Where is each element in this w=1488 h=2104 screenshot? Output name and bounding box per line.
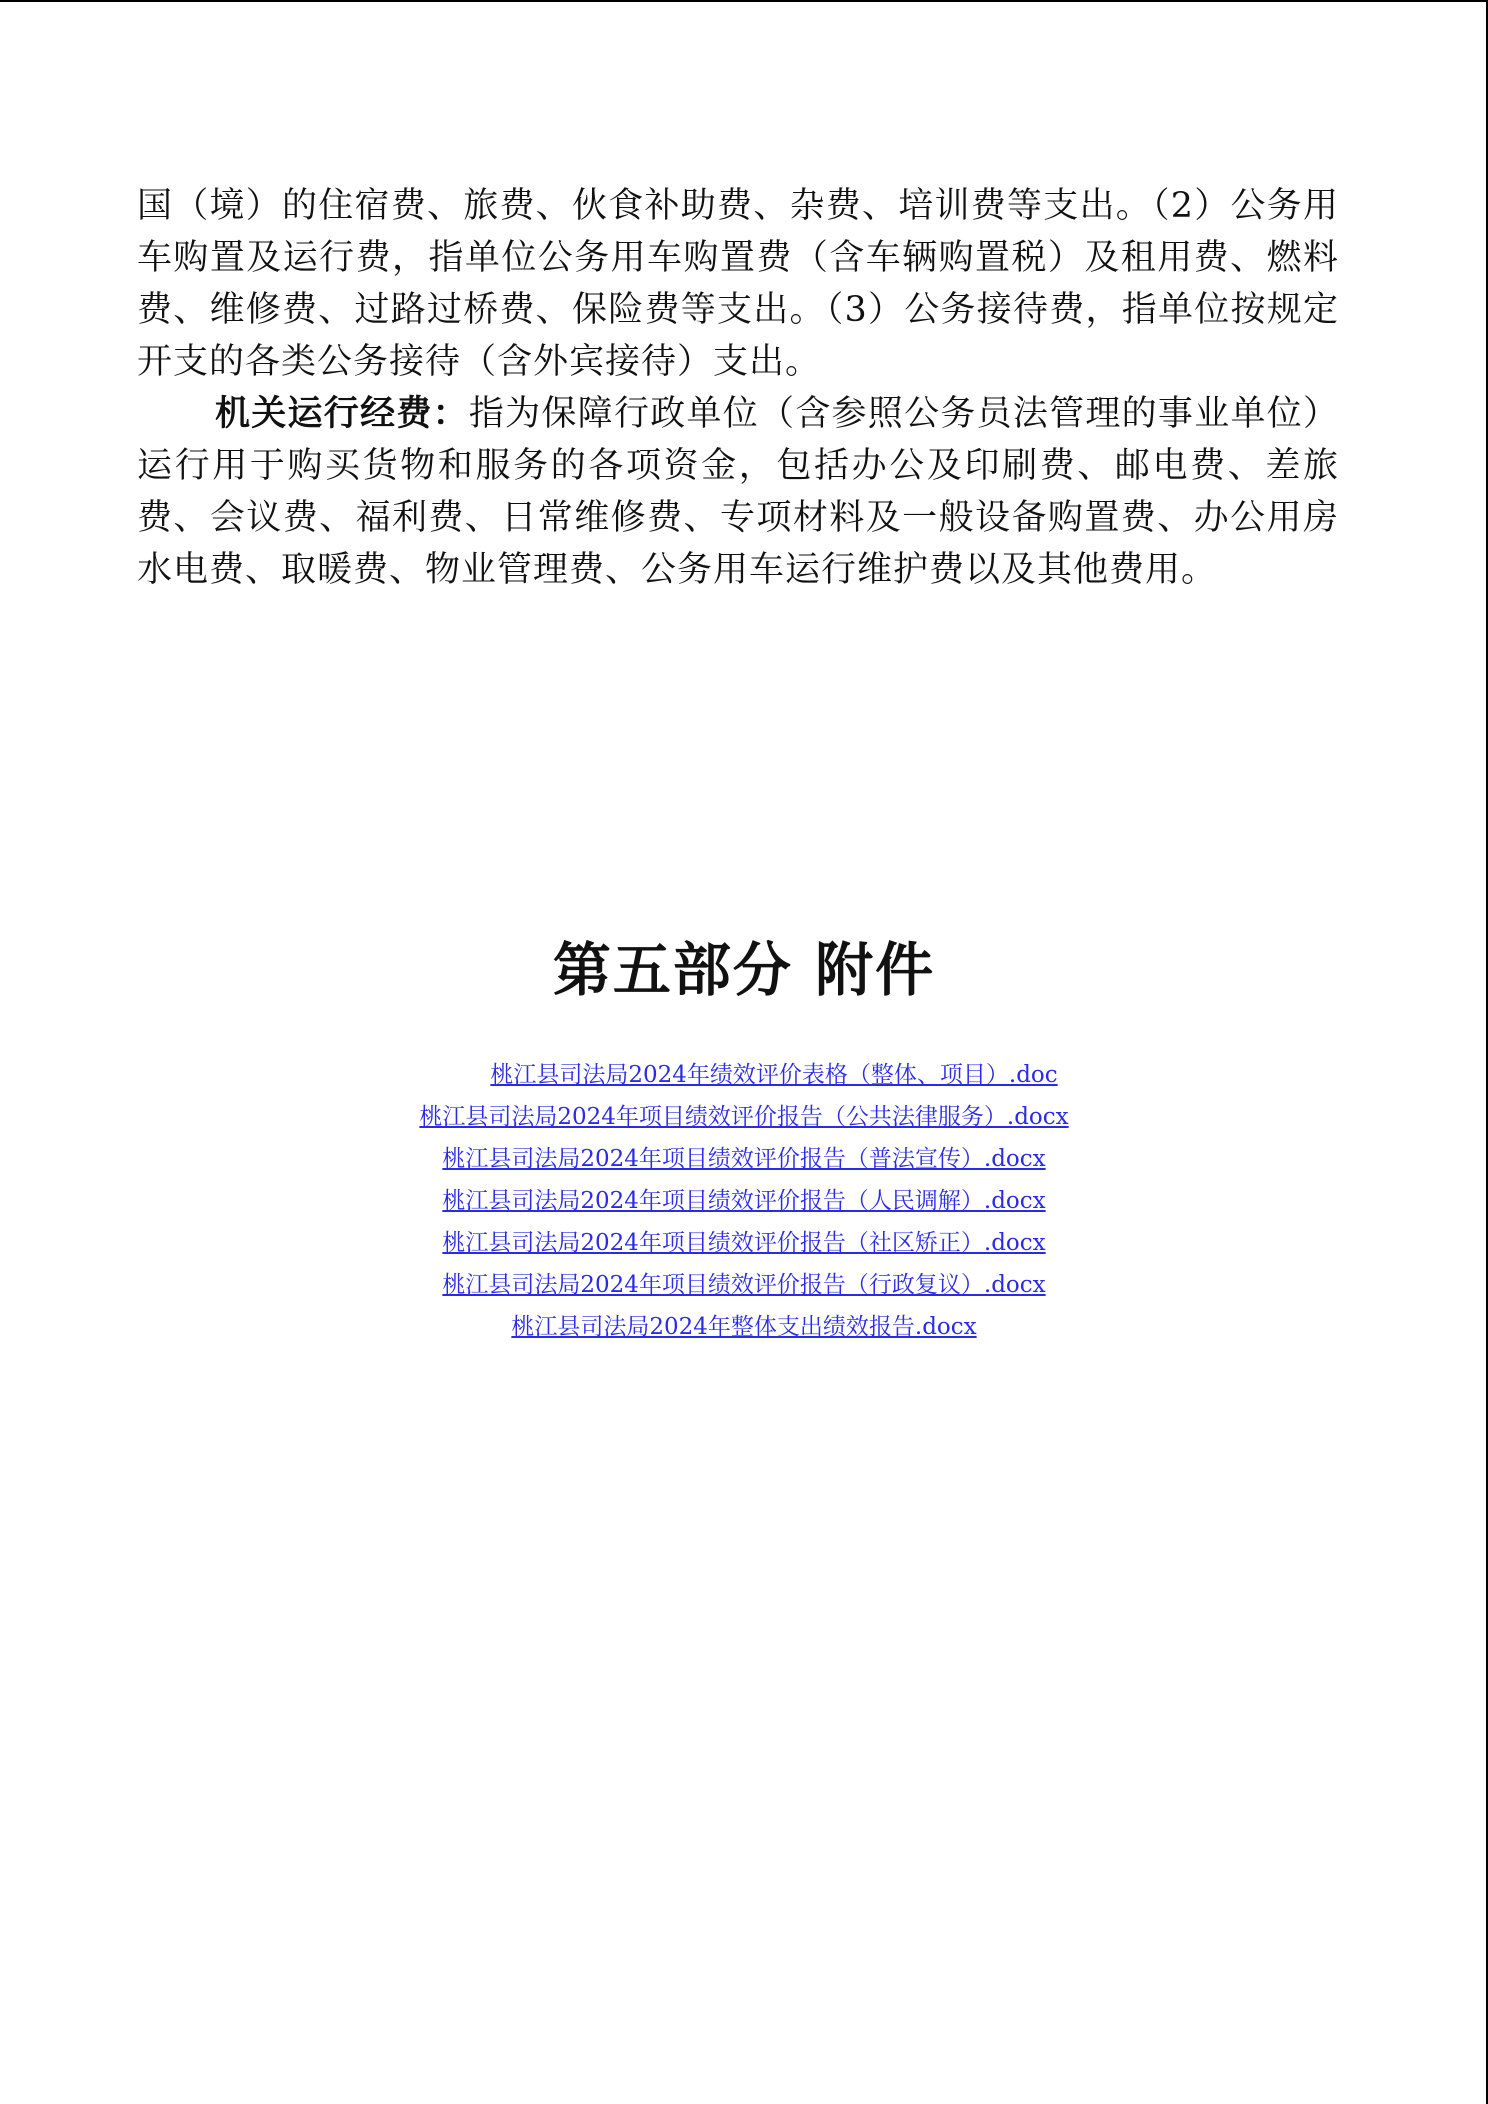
attachment-link-evaluation-forms[interactable]: 桃江县司法局2024年绩效评价表格（整体、项目）.doc [490, 1062, 1058, 1088]
section-title: 第五部分 附件 [552, 936, 936, 1004]
attachment-item [0, 1264, 1488, 1306]
attachment-link-administrative-review[interactable]: 桃江县司法局2024年项目绩效评价报告（行政复议）.docx [442, 1272, 1046, 1298]
attachment-item [0, 1138, 1488, 1180]
paragraph-operating-expenses [137, 388, 1339, 596]
attachment-item [0, 1054, 1488, 1096]
attachment-link-overall-expenditure[interactable]: 桃江县司法局2024年整体支出绩效报告.docx [511, 1314, 977, 1340]
body-text [137, 180, 1339, 596]
term-operating-expenses: 机关运行经费： [215, 393, 469, 434]
definition-operating-expenses: 指为保障行政单位（含参照公务员法管理的事业单位）运行用于购买货物和服务的各项资金，包括办公及印刷费、邮电费、差旅费、会议费、福利费、日常维修费、专项材料及一般设备购置费、办公用房水电费、取暖费、物业管理费、公务用车运行维护费以及其他费用。 [137, 394, 1339, 590]
attachment-item [0, 1180, 1488, 1222]
attachment-list [0, 1054, 1488, 1348]
paragraph-expense-definition: 国（境）的住宿费、旅费、伙食补助费、杂费、培训费等支出。（2）公务用车购置及运行费，指单位公务用车购置费（含车辆购置税）及租用费、燃料费、维修费、过路过桥费、保险费等支出。（3）公务接待费，指单位按规定开支的各类公务接待（含外宾接待）支出。 [137, 186, 1339, 382]
page-border-top [0, 0, 1488, 2]
attachment-item [0, 1096, 1488, 1138]
attachment-item [0, 1222, 1488, 1264]
attachment-link-legal-publicity[interactable]: 桃江县司法局2024年项目绩效评价报告（普法宣传）.docx [442, 1146, 1046, 1172]
attachment-link-community-correction[interactable]: 桃江县司法局2024年项目绩效评价报告（社区矫正）.docx [442, 1230, 1046, 1256]
attachment-link-public-legal-service[interactable]: 桃江县司法局2024年项目绩效评价报告（公共法律服务）.docx [419, 1104, 1069, 1130]
attachment-item [0, 1306, 1488, 1348]
attachment-link-mediation[interactable]: 桃江县司法局2024年项目绩效评价报告（人民调解）.docx [442, 1188, 1046, 1214]
